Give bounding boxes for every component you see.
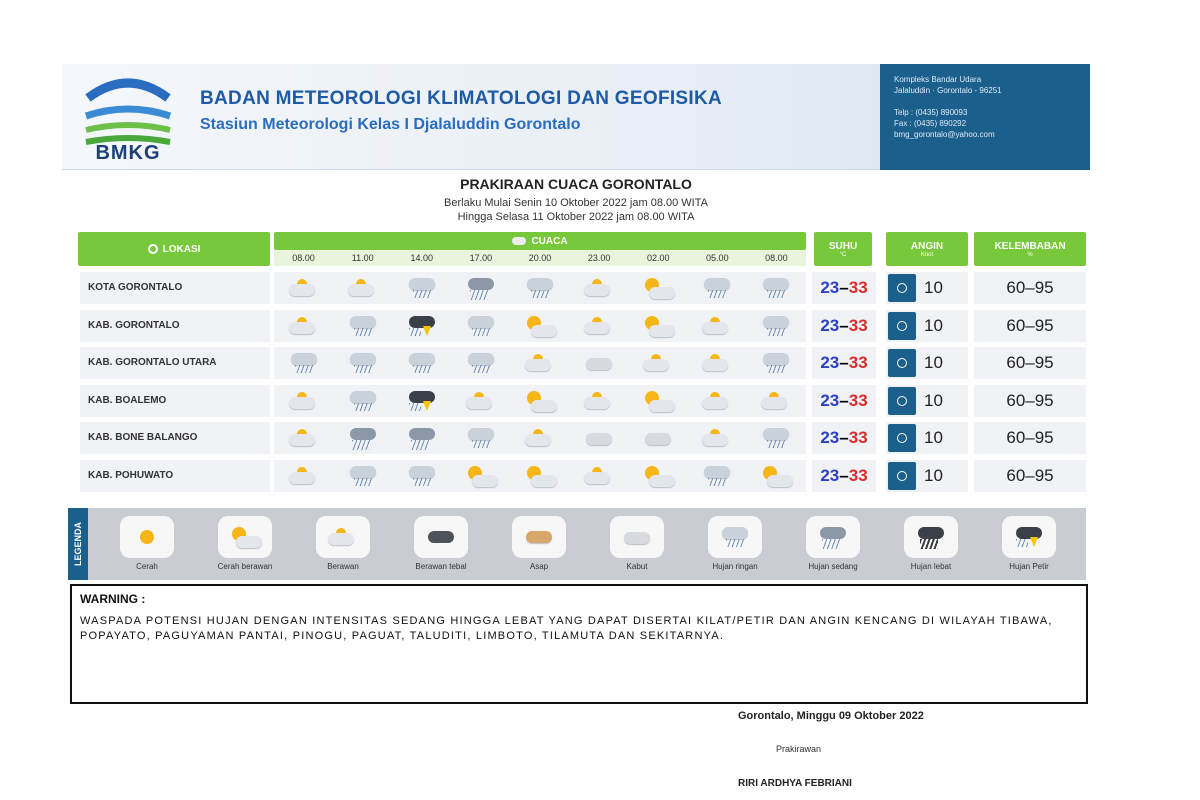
legend-item bbox=[392, 512, 490, 576]
hujan-ringan-icon bbox=[405, 276, 439, 300]
header-cuaca bbox=[274, 232, 806, 250]
wind bbox=[886, 385, 968, 417]
legend-label: Hujan ringan bbox=[712, 562, 758, 571]
table-row bbox=[80, 310, 1086, 342]
page-title: PRAKIRAAN CUACA GORONTALO bbox=[460, 176, 692, 192]
cerah-berawan-icon bbox=[641, 464, 675, 488]
header-banner bbox=[62, 64, 1090, 170]
cerah-berawan-icon bbox=[641, 314, 675, 338]
time-header bbox=[274, 250, 806, 266]
legend-items bbox=[98, 512, 1078, 576]
berawan-icon bbox=[700, 389, 734, 413]
hujan-ringan-icon bbox=[287, 351, 321, 375]
header-kelembaban-label: KELEMBABAN bbox=[994, 240, 1066, 252]
weather-cell bbox=[392, 422, 451, 454]
berawan-icon bbox=[287, 276, 321, 300]
temp-min: 23 bbox=[820, 315, 840, 335]
header-cuaca-label: CUACA bbox=[531, 235, 568, 247]
wind-direction-icon bbox=[888, 349, 916, 377]
temp-sep: – bbox=[839, 315, 849, 335]
cerah-berawan-icon bbox=[523, 389, 557, 413]
temp-sep: – bbox=[839, 390, 849, 410]
weather-cell bbox=[274, 347, 333, 379]
hujan-ringan-icon bbox=[759, 276, 793, 300]
weather-cell bbox=[451, 385, 510, 417]
humidity: 60–95 bbox=[974, 347, 1086, 379]
hujan-ringan-icon bbox=[464, 314, 498, 338]
temp-max: 33 bbox=[848, 278, 868, 297]
weather-cell bbox=[274, 422, 333, 454]
time-label: 23.00 bbox=[587, 253, 611, 263]
hujan-ringan-icon bbox=[346, 314, 380, 338]
valid-to: Hingga Selasa 11 Oktober 2022 jam 08.00 WITA bbox=[457, 211, 695, 223]
weather-icons bbox=[274, 460, 806, 492]
humidity: 60–95 bbox=[974, 272, 1086, 304]
legend-item bbox=[196, 512, 294, 576]
kabut-icon bbox=[641, 426, 675, 450]
hujan-ringan-icon bbox=[700, 464, 734, 488]
temp-max: 33 bbox=[848, 353, 868, 372]
hujan-sedang-icon bbox=[816, 525, 850, 549]
legend-icon-box bbox=[806, 516, 860, 558]
weather-icons bbox=[274, 385, 806, 417]
weather-icons bbox=[274, 347, 806, 379]
temperature bbox=[812, 347, 876, 379]
hujan-ringan-icon bbox=[759, 314, 793, 338]
cerah-berawan-icon bbox=[641, 276, 675, 300]
weather-cell bbox=[688, 460, 747, 492]
temperature bbox=[812, 460, 876, 492]
weather-cell bbox=[510, 460, 569, 492]
header-suhu-label: SUHU bbox=[828, 240, 858, 252]
contact-box bbox=[880, 64, 1090, 170]
berawan-icon bbox=[326, 525, 360, 549]
temp-sep: – bbox=[839, 428, 849, 447]
cloud-icon bbox=[512, 237, 526, 245]
contact-line: Jalaluddin · Gorontalo - 96251 bbox=[894, 86, 1002, 95]
wind-direction-icon bbox=[888, 424, 916, 452]
hujan-ringan-icon bbox=[523, 276, 557, 300]
legend-label: Kabut bbox=[626, 562, 648, 571]
table-row bbox=[80, 422, 1086, 454]
legend-icon-box bbox=[414, 516, 468, 558]
time-label: 02.00 bbox=[646, 253, 670, 263]
cerah-berawan-icon bbox=[523, 314, 557, 338]
location-name: KAB. BONE BALANGO bbox=[80, 422, 270, 454]
weather-cell bbox=[333, 385, 392, 417]
legend-item bbox=[490, 512, 588, 576]
wind-speed: 10 bbox=[924, 278, 943, 297]
hujan-ringan-icon bbox=[464, 351, 498, 375]
hujan-ringan-icon bbox=[464, 426, 498, 450]
legend-label: Cerah berawan bbox=[217, 562, 273, 571]
time-label: 05.00 bbox=[706, 253, 729, 263]
hujan-sedang-icon bbox=[464, 276, 498, 300]
legend-item bbox=[882, 512, 980, 576]
hujan-ringan-icon bbox=[718, 525, 752, 549]
hujan-ringan-icon bbox=[346, 464, 380, 488]
weather-cell bbox=[451, 460, 510, 492]
weather-cell bbox=[333, 460, 392, 492]
legend-label: Berawan tebal bbox=[415, 562, 467, 571]
weather-cell bbox=[747, 385, 806, 417]
warning-heading: WARNING : bbox=[80, 592, 146, 606]
valid-from: Berlaku Mulai Senin 10 Oktober 2022 jam 08.00 WITA bbox=[444, 197, 708, 209]
weather-cell bbox=[274, 272, 333, 304]
weather-cell bbox=[392, 460, 451, 492]
wind bbox=[886, 347, 968, 379]
table-row bbox=[80, 347, 1086, 379]
warning-text: WASPADA POTENSI HUJAN DENGAN INTENSITAS SEDANG HINGGA LEBAT YANG DAPAT DISERTAI KILAT/PETIR DAN ANGIN KENCANG DI WILAYAH TIBAWA, POPAYATO, PAGUYAMAN PANTAI, PINOGU, PAGUAT, TALUDITI, LIMBOTO, TILAMUTA DAN SEKITARNYA. bbox=[80, 615, 1053, 642]
weather-cell bbox=[688, 272, 747, 304]
contact-line: Fax : (0435) 890292 bbox=[894, 119, 967, 128]
hujan-sedang-icon bbox=[346, 426, 380, 450]
kabut-icon bbox=[582, 426, 616, 450]
header-kelembaban-unit: % bbox=[1027, 251, 1033, 258]
berawan-tebal-icon bbox=[424, 525, 458, 549]
time-label: 08.00 bbox=[292, 253, 315, 263]
forecaster-name: RIRI ARDHYA FEBRIANI bbox=[738, 778, 852, 789]
cerah-berawan-icon bbox=[759, 464, 793, 488]
wind-direction-icon bbox=[888, 312, 916, 340]
weather-cell bbox=[629, 272, 688, 304]
weather-cell bbox=[570, 460, 629, 492]
legend-icon-box bbox=[512, 516, 566, 558]
logo-text: BMKG bbox=[95, 142, 161, 164]
hujan-ringan-icon bbox=[346, 389, 380, 413]
weather-cell bbox=[333, 422, 392, 454]
cerah-berawan-icon bbox=[464, 464, 498, 488]
legend bbox=[68, 508, 1086, 580]
temp-sep: – bbox=[839, 353, 849, 372]
weather-cell bbox=[392, 385, 451, 417]
berawan-icon bbox=[700, 426, 734, 450]
weather-cell bbox=[688, 385, 747, 417]
wind bbox=[886, 460, 968, 492]
weather-cell bbox=[333, 347, 392, 379]
wind-direction-icon bbox=[888, 462, 916, 490]
temp-sep: – bbox=[839, 278, 849, 297]
legend-icon-box bbox=[218, 516, 272, 558]
location-name: KOTA GORONTALO bbox=[80, 272, 270, 304]
wind-speed: 10 bbox=[924, 428, 943, 447]
weather-cell bbox=[629, 385, 688, 417]
weather-cell bbox=[451, 347, 510, 379]
hujan-ringan-icon bbox=[759, 351, 793, 375]
weather-cell bbox=[510, 347, 569, 379]
weather-cell bbox=[688, 347, 747, 379]
legend-icon-box bbox=[610, 516, 664, 558]
header-suhu-unit: °C bbox=[839, 251, 847, 258]
cerah-berawan-icon bbox=[523, 464, 557, 488]
cerah-icon bbox=[130, 525, 164, 549]
berawan-icon bbox=[700, 314, 734, 338]
berawan-icon bbox=[523, 351, 557, 375]
berawan-icon bbox=[346, 276, 380, 300]
hujan-ringan-icon bbox=[700, 276, 734, 300]
temp-max: 33 bbox=[848, 465, 868, 485]
berawan-icon bbox=[700, 351, 734, 375]
legend-item bbox=[686, 512, 784, 576]
forecast-sheet bbox=[62, 64, 1090, 800]
legend-item bbox=[98, 512, 196, 576]
humidity: 60–95 bbox=[974, 385, 1086, 417]
weather-cell bbox=[451, 310, 510, 342]
legend-title: LEGENDA bbox=[68, 508, 88, 580]
hujan-petir-icon bbox=[405, 389, 439, 413]
time-label: 08.00 bbox=[765, 253, 788, 263]
wind-speed: 10 bbox=[924, 390, 943, 410]
weather-cell bbox=[570, 272, 629, 304]
weather-cell bbox=[629, 422, 688, 454]
wind-direction-icon bbox=[888, 387, 916, 415]
berawan-icon bbox=[287, 314, 321, 338]
contact-line: Telp : (0435) 890093 bbox=[894, 108, 968, 117]
hujan-petir-icon bbox=[405, 314, 439, 338]
location-name: KAB. GORONTALO bbox=[80, 310, 270, 342]
legend-item bbox=[294, 512, 392, 576]
weather-cell bbox=[570, 347, 629, 379]
location-pin-icon bbox=[148, 244, 158, 254]
berawan-icon bbox=[582, 314, 616, 338]
contact-line bbox=[894, 96, 1076, 107]
cerah-berawan-icon bbox=[641, 389, 675, 413]
legend-label: Cerah bbox=[136, 562, 158, 571]
time-label: 14.00 bbox=[410, 253, 434, 263]
berawan-icon bbox=[582, 389, 616, 413]
legend-icon-box bbox=[708, 516, 762, 558]
temp-min: 23 bbox=[820, 390, 840, 410]
legend-icon-box bbox=[316, 516, 370, 558]
weather-cell bbox=[510, 272, 569, 304]
header-angin-label: ANGIN bbox=[910, 240, 944, 252]
weather-cell bbox=[688, 310, 747, 342]
temp-min: 23 bbox=[820, 465, 840, 485]
weather-cell bbox=[629, 310, 688, 342]
weather-cell bbox=[274, 310, 333, 342]
weather-cell bbox=[451, 272, 510, 304]
header-suhu bbox=[814, 232, 872, 266]
berawan-icon bbox=[287, 389, 321, 413]
header-kelembaban bbox=[974, 232, 1086, 266]
hujan-ringan-icon bbox=[405, 464, 439, 488]
weather-cell bbox=[451, 422, 510, 454]
wind-speed: 10 bbox=[924, 353, 943, 372]
issue-date: Gorontalo, Minggu 09 Oktober 2022 bbox=[738, 710, 924, 722]
temp-sep: – bbox=[839, 465, 849, 485]
location-name: KAB. BOALEMO bbox=[80, 385, 270, 417]
berawan-icon bbox=[287, 426, 321, 450]
hujan-lebat-icon bbox=[914, 525, 948, 549]
asap-icon bbox=[522, 525, 556, 549]
weather-icons bbox=[274, 422, 806, 454]
wind-speed: 10 bbox=[924, 465, 943, 485]
weather-cell bbox=[747, 460, 806, 492]
legend-label: Hujan sedang bbox=[808, 562, 858, 571]
weather-cell bbox=[392, 272, 451, 304]
humidity: 60–95 bbox=[974, 422, 1086, 454]
weather-cell bbox=[274, 460, 333, 492]
kabut-icon bbox=[582, 351, 616, 375]
weather-cell bbox=[510, 422, 569, 454]
weather-icons bbox=[274, 272, 806, 304]
berawan-icon bbox=[523, 426, 557, 450]
temp-min: 23 bbox=[820, 353, 840, 372]
header-angin-unit: Knot bbox=[920, 251, 934, 258]
berawan-icon bbox=[582, 276, 616, 300]
legend-icon-box bbox=[1002, 516, 1056, 558]
legend-label: Hujan Petir bbox=[1009, 562, 1049, 571]
berawan-icon bbox=[464, 389, 498, 413]
temp-max: 33 bbox=[848, 390, 868, 410]
warning-box bbox=[70, 584, 1088, 704]
weather-cell bbox=[570, 422, 629, 454]
weather-cell bbox=[747, 422, 806, 454]
weather-cell bbox=[747, 310, 806, 342]
weather-cell bbox=[629, 460, 688, 492]
weather-cell bbox=[570, 310, 629, 342]
table-row bbox=[80, 460, 1086, 492]
weather-cell bbox=[392, 347, 451, 379]
contact-line: Kompleks Bandar Udara bbox=[894, 75, 982, 84]
header-lokasi bbox=[78, 232, 270, 266]
temp-min: 23 bbox=[820, 278, 840, 297]
table-row bbox=[80, 385, 1086, 417]
hujan-ringan-icon bbox=[405, 351, 439, 375]
berawan-icon bbox=[759, 389, 793, 413]
humidity: 60–95 bbox=[974, 310, 1086, 342]
berawan-icon bbox=[641, 351, 675, 375]
legend-label: Berawan bbox=[327, 562, 359, 571]
location-name: KAB. GORONTALO UTARA bbox=[80, 347, 270, 379]
agency-name: BADAN METEOROLOGI KLIMATOLOGI DAN GEOFISIKA bbox=[200, 88, 723, 109]
wind bbox=[886, 310, 968, 342]
wind-direction-icon bbox=[888, 274, 916, 302]
hujan-ringan-icon bbox=[346, 351, 380, 375]
legend-item bbox=[588, 512, 686, 576]
station-name: Stasiun Meteorologi Kelas I Djalaluddin Gorontalo bbox=[200, 116, 581, 133]
weather-cell bbox=[510, 385, 569, 417]
table-row bbox=[80, 272, 1086, 304]
wind bbox=[886, 272, 968, 304]
header-lokasi-label: LOKASI bbox=[162, 243, 201, 255]
hujan-sedang-icon bbox=[405, 426, 439, 450]
header-angin bbox=[886, 232, 968, 266]
legend-label: Hujan lebat bbox=[910, 562, 952, 571]
weather-cell bbox=[747, 347, 806, 379]
berawan-icon bbox=[287, 464, 321, 488]
wind-speed: 10 bbox=[924, 315, 943, 335]
forecaster-role: Prakirawan bbox=[776, 744, 822, 754]
weather-cell bbox=[510, 310, 569, 342]
contact-line: bmg_gorontalo@yahoo.com bbox=[894, 130, 995, 139]
hujan-petir-icon bbox=[1012, 525, 1046, 549]
hujan-ringan-icon bbox=[759, 426, 793, 450]
humidity: 60–95 bbox=[974, 460, 1086, 492]
weather-cell bbox=[629, 347, 688, 379]
weather-cell bbox=[688, 422, 747, 454]
weather-cell bbox=[333, 310, 392, 342]
temp-max: 33 bbox=[848, 428, 868, 447]
legend-item bbox=[980, 512, 1078, 576]
time-label: 17.00 bbox=[469, 253, 493, 263]
temperature bbox=[812, 310, 876, 342]
legend-item bbox=[784, 512, 882, 576]
weather-icons bbox=[274, 310, 806, 342]
weather-cell bbox=[392, 310, 451, 342]
weather-cell bbox=[274, 385, 333, 417]
time-label: 20.00 bbox=[528, 253, 552, 263]
time-label: 11.00 bbox=[351, 253, 374, 263]
weather-cell bbox=[747, 272, 806, 304]
temperature bbox=[812, 385, 876, 417]
kabut-icon bbox=[620, 525, 654, 549]
temp-max: 33 bbox=[848, 315, 868, 335]
temperature bbox=[812, 422, 876, 454]
weather-cell bbox=[333, 272, 392, 304]
cerah-berawan-icon bbox=[228, 525, 262, 549]
temp-min: 23 bbox=[820, 428, 840, 447]
legend-icon-box bbox=[120, 516, 174, 558]
legend-icon-box bbox=[904, 516, 958, 558]
wind bbox=[886, 422, 968, 454]
legend-label: Asap bbox=[529, 562, 549, 571]
temperature bbox=[812, 272, 876, 304]
berawan-icon bbox=[582, 464, 616, 488]
location-name: KAB. POHUWATO bbox=[80, 460, 270, 492]
weather-cell bbox=[570, 385, 629, 417]
